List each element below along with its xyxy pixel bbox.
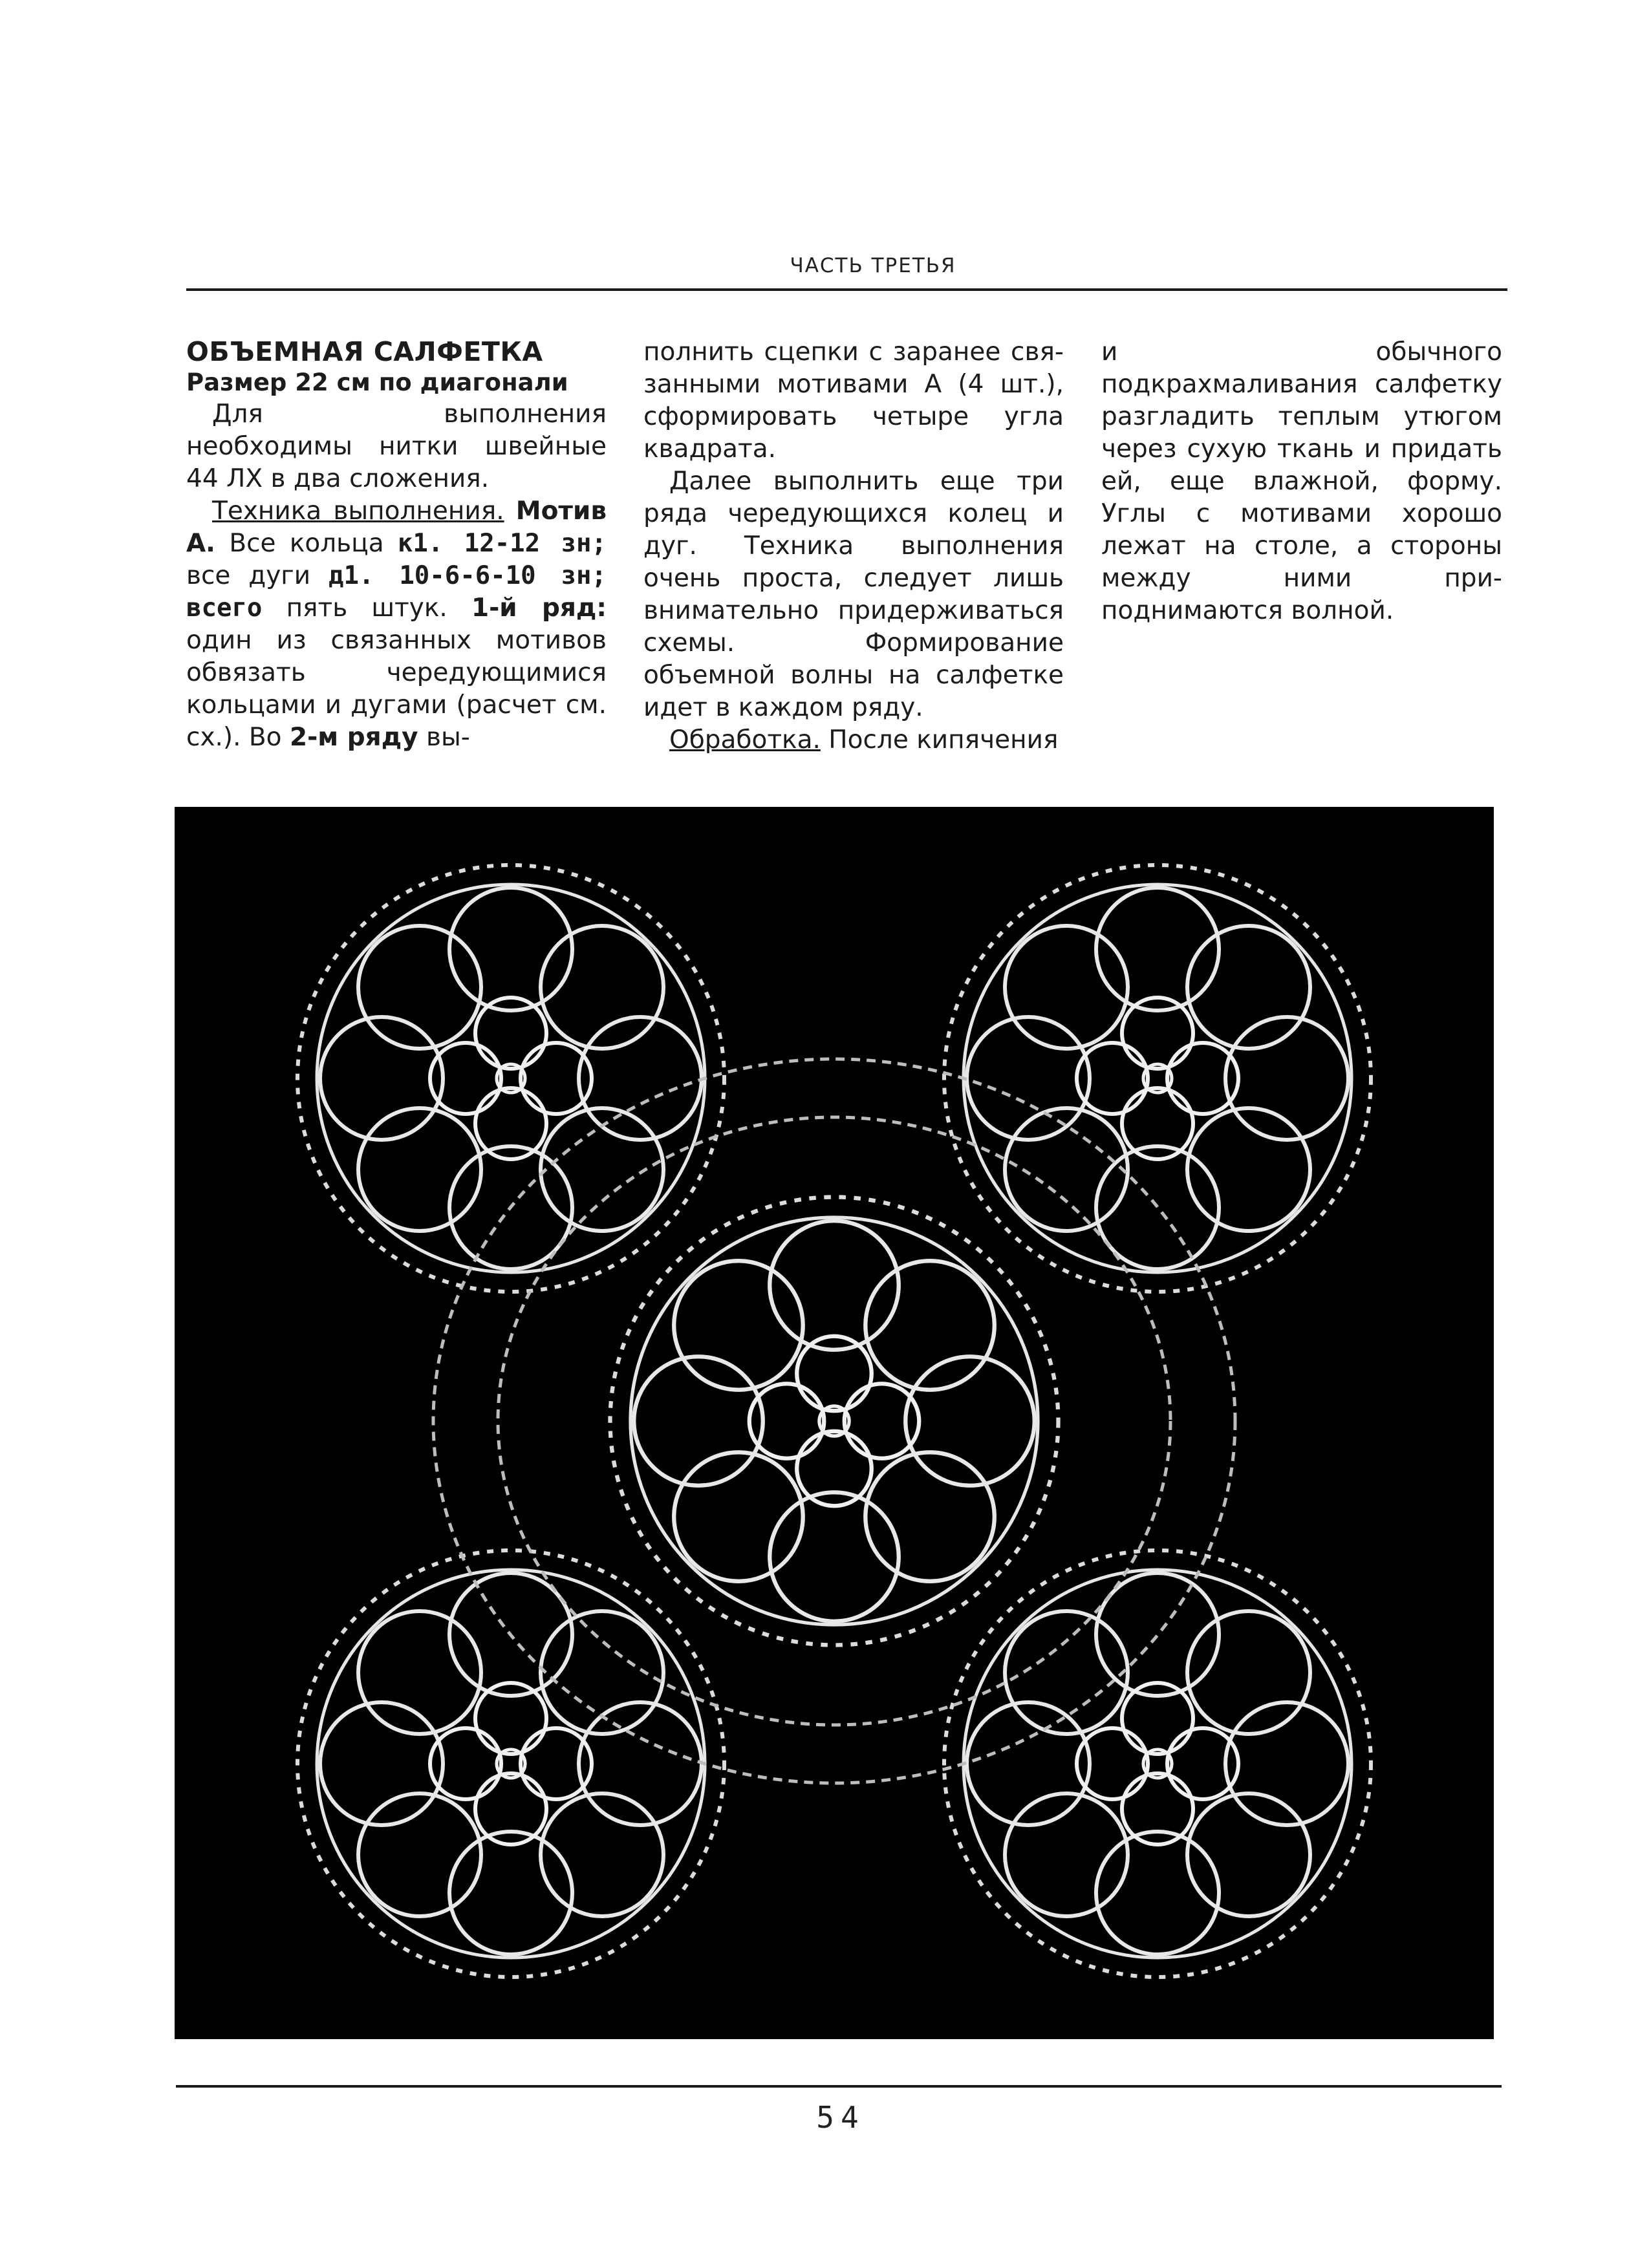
- text-column-2: [643, 336, 1064, 756]
- col2-paragraph-3: [643, 724, 1064, 756]
- technique-text-4: один из связанных мотивов обвязать чередующимися кольцами и дугами (расчет см. сх.). Во: [186, 626, 607, 752]
- doily-motif-top-right: [944, 865, 1371, 1292]
- doily-motif-center: [610, 1197, 1059, 1645]
- row2-label: 2-м ряду: [289, 723, 418, 752]
- rings-formula: к1. 12-12 зн;: [397, 529, 607, 558]
- finishing-label: Обработка.: [669, 725, 821, 754]
- arcs-formula: д1. 10-6-6-10 зн; всего: [186, 561, 607, 623]
- text-column-3: [1101, 336, 1502, 627]
- row1-label: 1-й ряд:: [471, 594, 607, 623]
- doily-motif-top-left: [297, 865, 724, 1292]
- col2-paragraph-1: полнить сцепки с заранее связанными мотивами А (4 шт.), сформировать четыре угла квадрата.: [643, 337, 1064, 464]
- doily-photo: [175, 807, 1494, 2039]
- lace-doily-illustration: [175, 807, 1494, 2039]
- doily-motif-bottom-left: [297, 1550, 724, 1977]
- text-column-1: [186, 336, 607, 754]
- header-rule: [186, 288, 1507, 291]
- technique-text-1: Все кольца: [229, 529, 384, 558]
- technique-label: Техника выполнения.: [212, 497, 504, 526]
- article-subtitle: Размер 22 см по диагонали: [186, 369, 568, 396]
- technique-text-3: пять штук.: [286, 594, 447, 623]
- col2-paragraph-2: Далее выполнить еще три ряда чередующихся колец и дуг. Техника выполнения очень проста, следует лишь внимательно придерживаться схемы. Формирование объемной волны на салфетке идет в каждом ряду.: [643, 467, 1064, 722]
- technique-text-2: все дуги: [186, 561, 311, 590]
- footer-rule: [176, 2085, 1502, 2088]
- motif-label: Мотив А.: [186, 497, 607, 558]
- running-head: ЧАСТЬ ТРЕТЬЯ: [790, 254, 956, 277]
- technique-text-5: вы-: [426, 723, 470, 752]
- col3-paragraph-1: и обычного подкрахмаливания салфетку разгладить теплым утюгом через сухую ткань и придать ей, еще влажной, форму. Углы с мотивами хорошо лежат на столе, а стороны между ними приподнимаются волной.: [1101, 337, 1502, 625]
- technique-paragraph: [186, 495, 607, 754]
- doily-motif-bottom-right: [944, 1550, 1371, 1977]
- article-title: ОБЪЕМНАЯ САЛФЕТКА: [186, 336, 543, 367]
- doily-wave-rows: [433, 1059, 1235, 1783]
- page-number: 54: [816, 2100, 865, 2135]
- materials-paragraph: Для выполнения необходимы нитки швейные 44 ЛХ в два сложения.: [186, 400, 607, 493]
- finishing-text: После кипячения: [828, 725, 1059, 754]
